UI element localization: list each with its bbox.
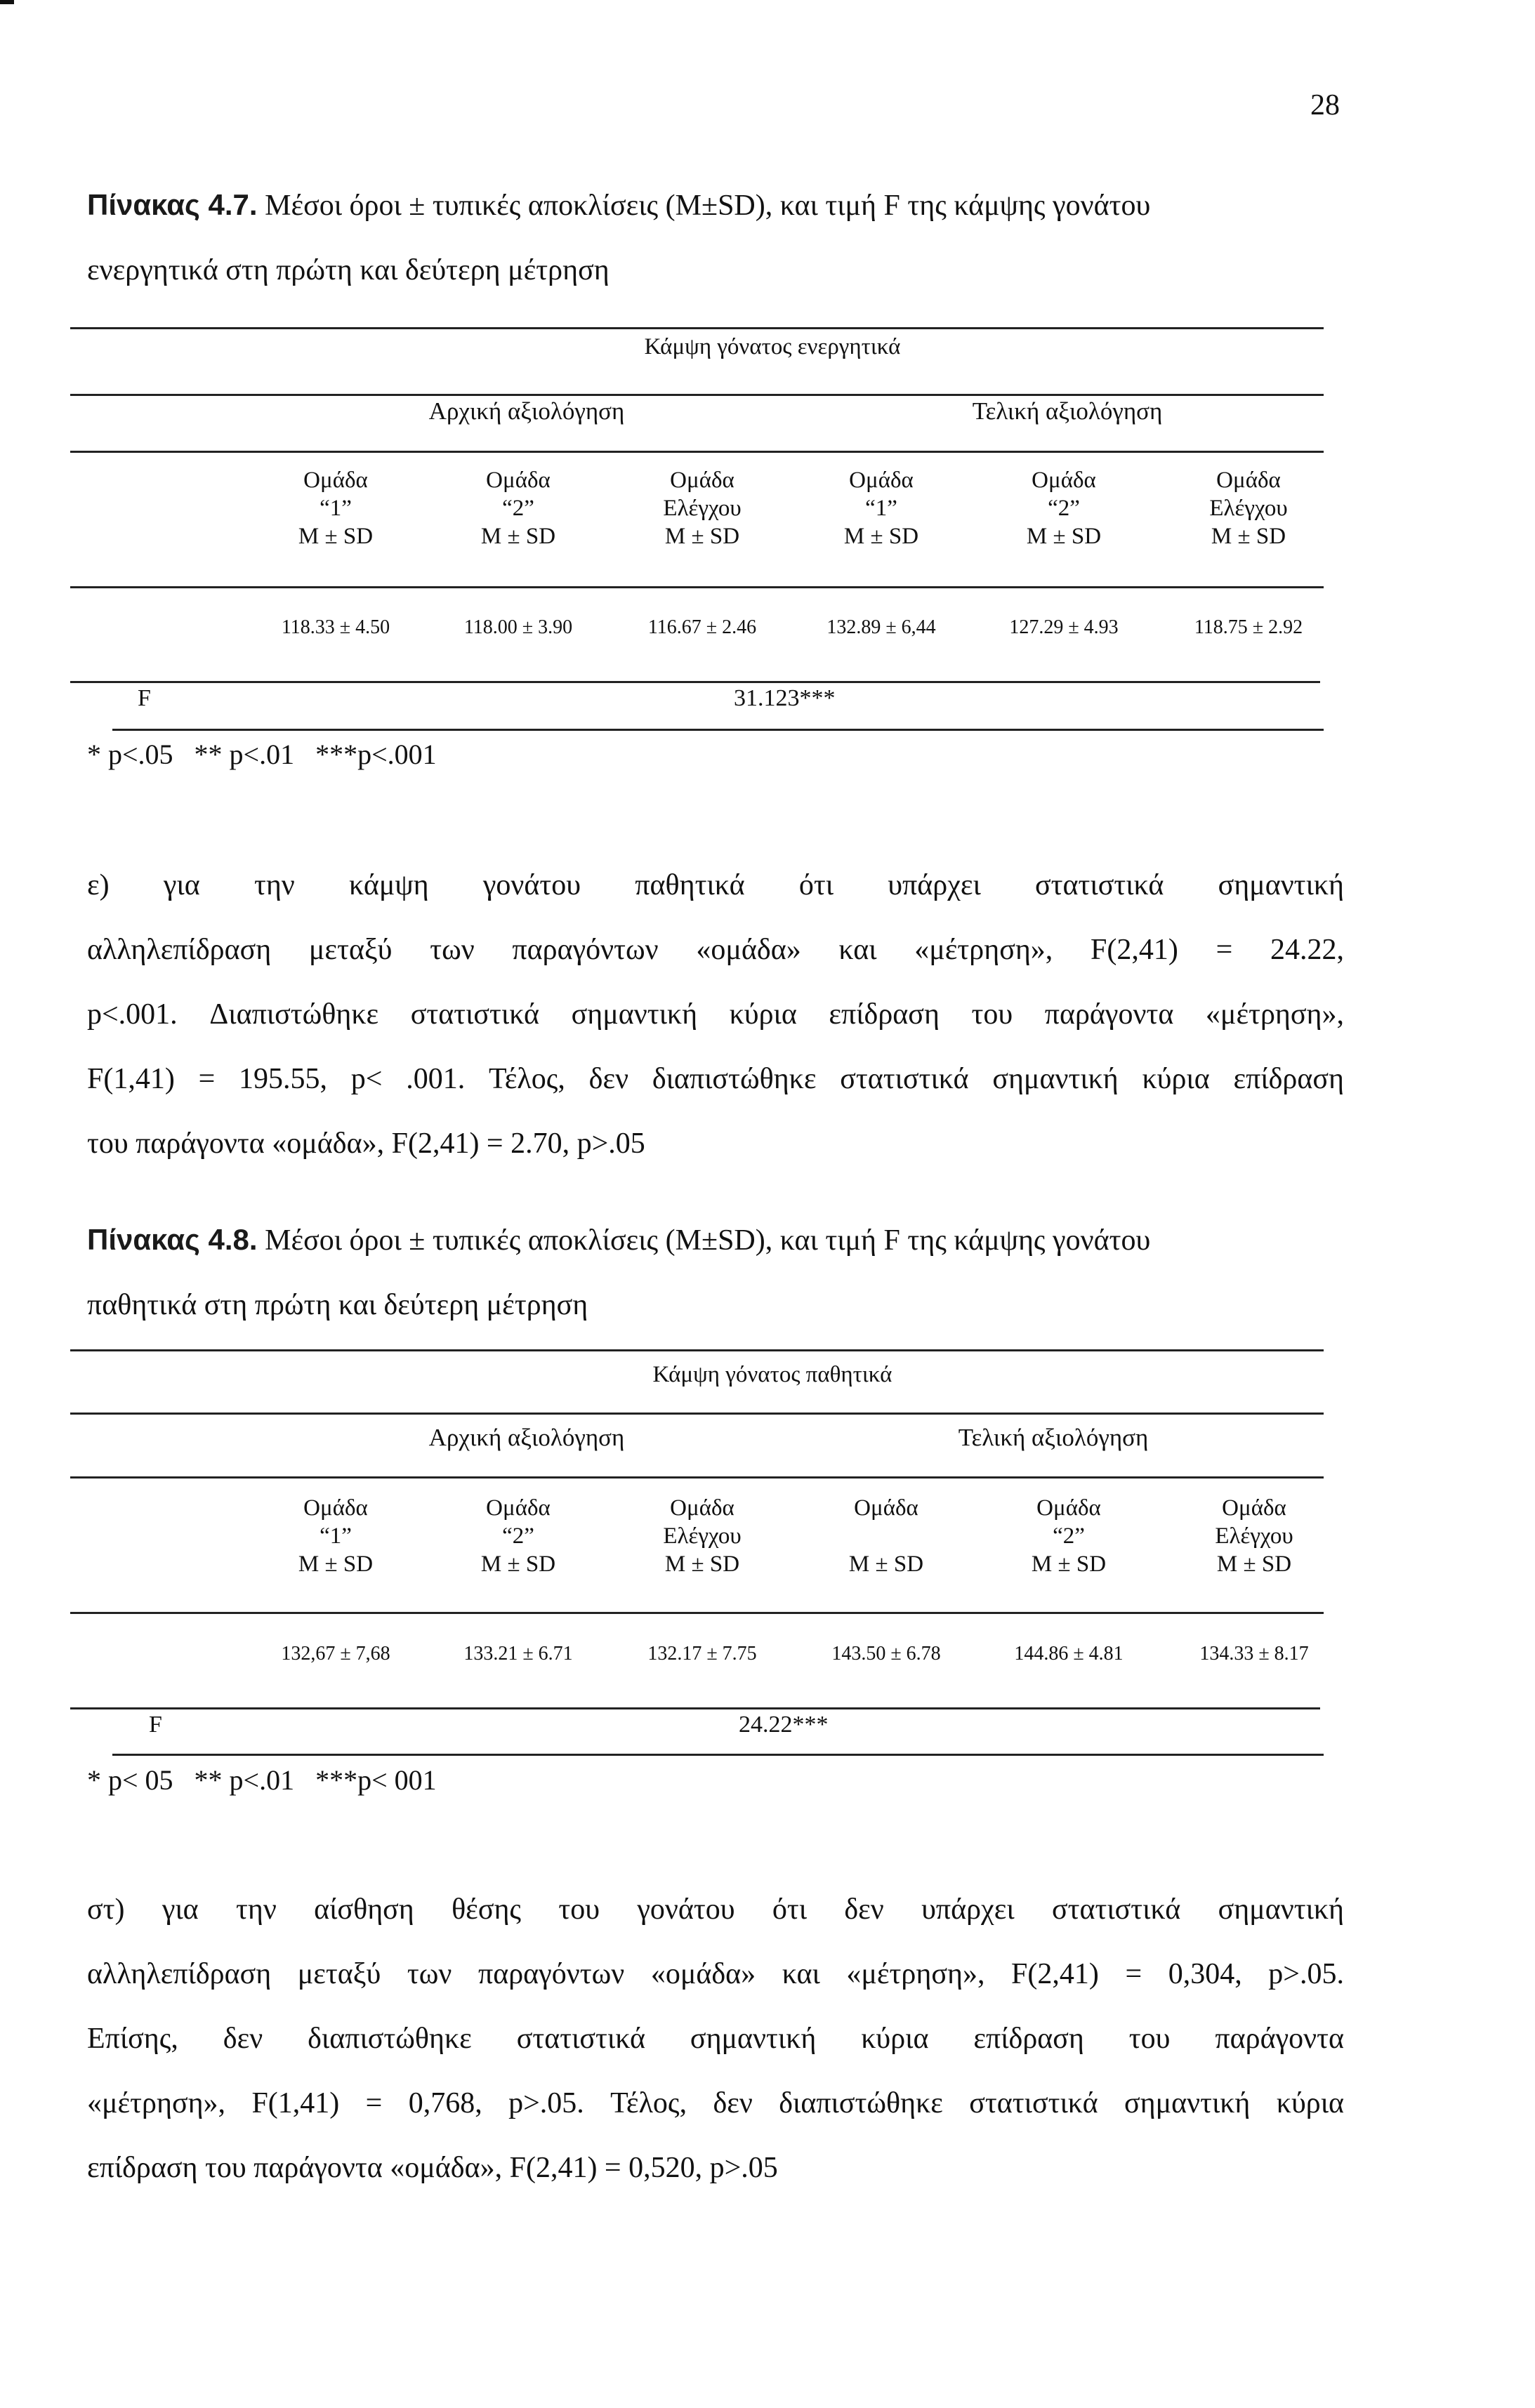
table-4-7-caption bbox=[87, 173, 1344, 303]
column-header-group: Ομάδα bbox=[854, 1495, 918, 1521]
table-cell-value: 116.67 ± 2.46 bbox=[647, 616, 757, 638]
column-header-group: Ομάδα bbox=[1222, 1495, 1286, 1521]
column-header-stat: M ± SD bbox=[1026, 524, 1102, 549]
table-4-8-header-rule bbox=[70, 1612, 1324, 1614]
table-4-7-f-label: F bbox=[138, 685, 151, 711]
paragraph-line: επίδραση του παράγοντα «ομάδα», F(2,41) = 0,520, p>.05 bbox=[87, 2152, 778, 2184]
column-header bbox=[973, 466, 1155, 550]
table-4-7-phase-rule bbox=[70, 451, 1324, 453]
table-4-8-f-label: F bbox=[149, 1712, 162, 1738]
column-header bbox=[1157, 466, 1340, 550]
paragraph-line: του παράγοντα «ομάδα», F(2,41) = 2.70, p>.05 bbox=[87, 1127, 645, 1160]
column-header-id: “1” bbox=[319, 1523, 352, 1549]
paragraph-e bbox=[87, 853, 1344, 1176]
table-cell-value: 132.89 ± 6,44 bbox=[826, 616, 936, 638]
column-header bbox=[977, 1494, 1160, 1578]
column-header-stat: M ± SD bbox=[1216, 1552, 1292, 1577]
table-4-7-title: Κάμψη γόνατος ενεργητικά bbox=[644, 334, 901, 359]
table-cell-value: 118.00 ± 3.90 bbox=[463, 616, 573, 638]
column-header-stat: M ± SD bbox=[480, 524, 556, 549]
column-header bbox=[244, 466, 427, 550]
column-header-id: Ελέγχου bbox=[663, 1523, 742, 1549]
column-header bbox=[790, 466, 973, 550]
table-cell-value: 133.21 ± 6.71 bbox=[463, 1643, 573, 1665]
table-4-8-top-rule bbox=[70, 1349, 1324, 1351]
column-header bbox=[795, 1494, 977, 1578]
column-header bbox=[611, 466, 793, 550]
table-4-8-title-rule bbox=[70, 1413, 1324, 1415]
table-cell-value: 132.17 ± 7.75 bbox=[647, 1643, 757, 1665]
table-4-7-f-value: 31.123*** bbox=[734, 685, 836, 711]
column-header-group: Ομάδα bbox=[486, 468, 551, 493]
column-header-id: Ελέγχου bbox=[1215, 1523, 1293, 1549]
column-header-group: Ομάδα bbox=[670, 1495, 734, 1521]
column-header bbox=[244, 1494, 427, 1578]
column-header-id: “2” bbox=[502, 496, 534, 521]
scan-corner-mark bbox=[0, 0, 14, 4]
column-header-stat: M ± SD bbox=[1031, 1552, 1107, 1577]
table-4-8-phase-initial: Αρχική αξιολόγηση bbox=[428, 1424, 625, 1451]
paragraph-line: αλληλεπίδραση μεταξύ των παραγόντων «ομάδα» και «μέτρηση», F(2,41) = 24.22, bbox=[87, 934, 1344, 966]
table-4-8-phase-final: Τελική αξιολόγηση bbox=[958, 1424, 1149, 1451]
table-4-7-top-rule bbox=[70, 327, 1324, 329]
table-4-7-caption-label: Πίνακας 4.7. bbox=[87, 188, 258, 221]
column-header bbox=[611, 1494, 793, 1578]
column-header-id: “2” bbox=[502, 1523, 534, 1549]
table-4-7-caption-line1: Μέσοι όροι ± τυπικές αποκλίσεις (M±SD), και τιμή F της κάμψης γονάτου bbox=[265, 190, 1151, 222]
paragraph-line: «μέτρηση», F(1,41) = 0,768, p>.05. Τέλος, δεν διαπιστώθηκε στατιστικά σημαντική κύρια bbox=[87, 2087, 1344, 2119]
column-header-stat: M ± SD bbox=[664, 1552, 740, 1577]
column-header-group: Ομάδα bbox=[1032, 468, 1096, 493]
column-header bbox=[1163, 1494, 1345, 1578]
table-4-8-phase-rule bbox=[70, 1476, 1324, 1478]
column-header-id: “2” bbox=[1048, 496, 1080, 521]
column-header bbox=[427, 466, 610, 550]
paragraph-line: αλληλεπίδραση μεταξύ των παραγόντων «ομάδα» και «μέτρηση», F(2,41) = 0,304, p>.05. bbox=[87, 1958, 1344, 1990]
table-4-7-phase-final: Τελική αξιολόγηση bbox=[972, 397, 1163, 425]
table-4-8-caption-line1: Μέσοι όροι ± τυπικές αποκλίσεις (M±SD), και τιμή F της κάμψης γονάτου bbox=[265, 1224, 1151, 1257]
table-4-7-caption-line2: ενεργητικά στη πρώτη και δεύτερη μέτρηση bbox=[87, 254, 610, 286]
table-cell-value: 118.33 ± 4.50 bbox=[281, 616, 390, 638]
table-cell-value: 127.29 ± 4.93 bbox=[1009, 616, 1119, 638]
column-header-group: Ομάδα bbox=[486, 1495, 551, 1521]
column-header-id: Ελέγχου bbox=[663, 496, 742, 521]
column-header-id: “1” bbox=[319, 496, 352, 521]
column-header-group: Ομάδα bbox=[849, 468, 914, 493]
table-4-7-title-rule bbox=[70, 394, 1324, 396]
column-header-group: Ομάδα bbox=[670, 468, 734, 493]
column-header-stat: M ± SD bbox=[848, 1552, 924, 1577]
column-header-group: Ομάδα bbox=[303, 468, 368, 493]
table-4-8-title: Κάμψη γόνατος παθητικά bbox=[652, 1362, 892, 1387]
column-header-stat: M ± SD bbox=[298, 524, 374, 549]
table-4-8-f-bottom-rule bbox=[112, 1754, 1324, 1756]
column-header-group: Ομάδα bbox=[1216, 468, 1281, 493]
table-4-7-p-note: * p<.05 ** p<.01 ***p<.001 bbox=[87, 739, 437, 770]
column-header-id: “2” bbox=[1053, 1523, 1085, 1549]
column-header bbox=[427, 1494, 610, 1578]
column-header-group: Ομάδα bbox=[1036, 1495, 1101, 1521]
column-header-group: Ομάδα bbox=[303, 1495, 368, 1521]
table-4-8-p-note: * p< 05 ** p<.01 ***p< 001 bbox=[87, 1764, 437, 1796]
table-4-8-caption-line2: παθητικά στη πρώτη και δεύτερη μέτρηση bbox=[87, 1289, 588, 1321]
paragraph-line: Επίσης, δεν διαπιστώθηκε στατιστικά σημαντική κύρια επίδραση του παράγοντα bbox=[87, 2023, 1344, 2055]
table-4-8-caption bbox=[87, 1208, 1344, 1337]
table-4-7-f-top-rule bbox=[70, 681, 1320, 683]
column-header-stat: M ± SD bbox=[664, 524, 740, 549]
column-header-stat: M ± SD bbox=[298, 1552, 374, 1577]
table-4-8-caption-label: Πίνακας 4.8. bbox=[87, 1223, 258, 1256]
table-cell-value: 134.33 ± 8.17 bbox=[1199, 1643, 1309, 1665]
column-header-stat: M ± SD bbox=[480, 1552, 556, 1577]
column-header-stat: M ± SD bbox=[1211, 524, 1286, 549]
column-header-id bbox=[795, 1522, 977, 1550]
table-cell-value: 118.75 ± 2.92 bbox=[1194, 616, 1303, 638]
paragraph-line: στ) για την αίσθηση θέσης του γονάτου ότι δεν υπάρχει στατιστικά σημαντική bbox=[87, 1893, 1344, 1926]
paragraph-line: p<.001. Διαπιστώθηκε στατιστικά σημαντική κύρια επίδραση του παράγοντα «μέτρηση», bbox=[87, 998, 1344, 1031]
table-4-8-f-top-rule bbox=[70, 1707, 1320, 1709]
table-cell-value: 132,67 ± 7,68 bbox=[281, 1643, 390, 1665]
table-cell-value: 144.86 ± 4.81 bbox=[1014, 1643, 1124, 1665]
paragraph-line: ε) για την κάμψη γονάτου παθητικά ότι υπάρχει στατιστικά σημαντική bbox=[87, 869, 1344, 901]
table-4-7-f-bottom-rule bbox=[112, 729, 1324, 731]
table-4-7-phase-initial: Αρχική αξιολόγηση bbox=[428, 397, 625, 425]
page-number: 28 bbox=[1310, 89, 1340, 121]
column-header-id: “1” bbox=[865, 496, 897, 521]
column-header-id: Ελέγχου bbox=[1209, 496, 1288, 521]
table-4-8-f-value: 24.22*** bbox=[739, 1712, 829, 1738]
table-cell-value: 143.50 ± 6.78 bbox=[831, 1643, 941, 1665]
paragraph-line: F(1,41) = 195.55, p< .001. Τέλος, δεν διαπιστώθηκε στατιστικά σημαντική κύρια επίδραση bbox=[87, 1063, 1344, 1095]
column-header-stat: M ± SD bbox=[843, 524, 919, 549]
table-4-7-header-rule bbox=[70, 586, 1324, 588]
paragraph-st bbox=[87, 1877, 1344, 2200]
